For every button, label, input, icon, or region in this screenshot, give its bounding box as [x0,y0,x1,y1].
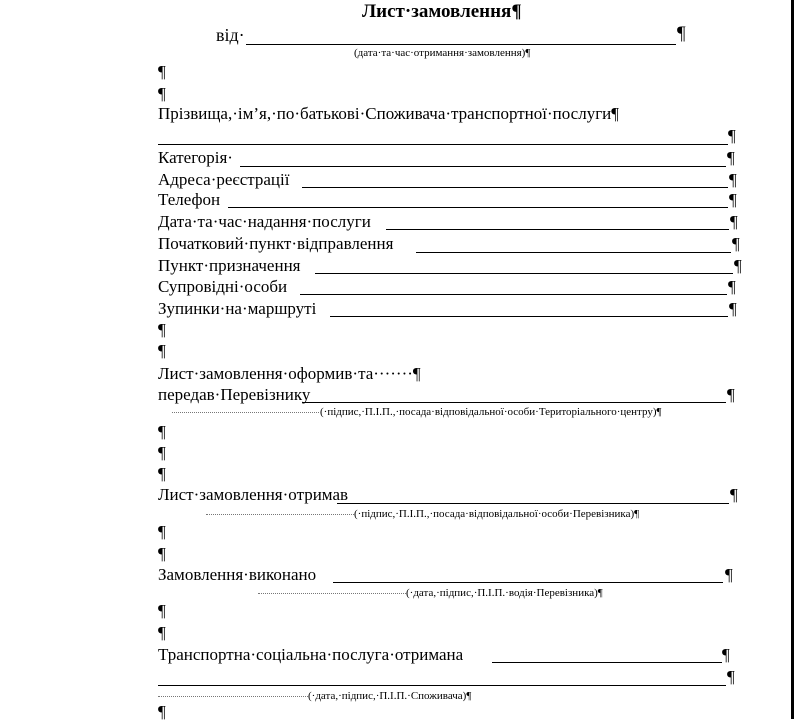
pilcrow: ¶ [725,565,733,584]
field-departure-label: Початковий·пункт·відправлення [158,234,394,253]
field-stops-label: Зупинки·на·маршруті [158,299,317,318]
empty-paragraph: ¶ [158,464,166,483]
from-date-field[interactable] [246,44,676,45]
pilcrow: ¶ [727,667,735,686]
empty-paragraph: ¶ [158,544,166,563]
pilcrow: ¶ [730,212,738,231]
pilcrow: ¶ [722,645,730,664]
completed-label: Замовлення·виконано [158,565,317,584]
service-received-signature-field[interactable] [492,662,722,663]
empty-paragraph: ¶ [158,341,166,360]
pilcrow: ¶ [677,23,686,44]
empty-paragraph: ¶ [158,84,166,103]
empty-paragraph: ¶ [158,422,166,441]
received-caption: (·підпис,·П.І.П.,·посада·відповідальної·особи·Перевізника)¶ [354,508,640,520]
field-service-datetime-input[interactable] [386,229,729,230]
received-signature-field[interactable] [337,503,729,504]
issued-caption: (·підпис,·П.І.П.,·посада·відповідальної·особи·Територіального·центру)¶ [320,406,662,418]
field-category-label: Категорія· [158,148,233,167]
field-phone-label: Телефон [158,190,221,209]
pilcrow: ¶ [727,385,735,404]
pilcrow: ¶ [734,256,742,275]
field-service-datetime-label: Дата·та·час·надання·послуги [158,212,371,231]
issued-signature-field[interactable] [302,402,726,403]
field-address-input[interactable] [302,187,728,188]
pilcrow: ¶ [732,234,740,253]
from-date-caption: (дата·та·час·отримання·замовлення)¶ [354,47,531,59]
completed-caption: (·дата,·підпис,·П.І.П.·водія·Перевізника)¶ [406,587,603,599]
empty-paragraph: ¶ [158,62,166,81]
from-label: від· [216,25,245,45]
field-phone-input[interactable] [228,207,728,208]
completed-signature-field[interactable] [333,582,723,583]
field-companions-input[interactable] [300,294,727,295]
consumer-name-field[interactable] [158,144,728,145]
field-category-input[interactable] [240,166,726,167]
service-received-label: Транспортна·соціальна·послуга·отримана [158,645,464,664]
field-destination-input[interactable] [315,273,733,274]
document-title: Лист·замовлення¶ [362,1,522,22]
empty-paragraph: ¶ [158,601,166,620]
pilcrow: ¶ [729,170,737,189]
dotted-leader [172,412,319,413]
field-stops-input[interactable] [330,316,728,317]
empty-paragraph: ¶ [158,320,166,339]
field-address-label: Адреса·реєстрації [158,170,290,189]
pilcrow: ¶ [727,148,735,167]
consumer-name-label: Прізвища,·ім’я,·по·батькові·Споживача·транспортної·послуги¶ [158,104,619,123]
empty-paragraph: ¶ [158,443,166,462]
empty-paragraph: ¶ [158,623,166,642]
service-received-extra-field[interactable] [158,685,726,686]
pilcrow: ¶ [729,190,737,209]
field-destination-label: Пункт·призначення [158,256,301,275]
empty-paragraph: ¶ [158,522,166,541]
received-label: Лист·замовлення·отримав [158,485,349,504]
pilcrow: ¶ [728,277,736,296]
service-received-caption: (·дата,·підпис,·П.І.П.·Споживача)¶ [308,690,472,702]
field-companions-label: Супровідні·особи [158,277,288,296]
empty-paragraph: ¶ [158,702,166,721]
dotted-leader [258,593,406,594]
dotted-leader [206,514,354,515]
issued-label-line2: передав·Перевізнику [158,385,311,404]
pilcrow: ¶ [729,299,737,318]
issued-label-line1: Лист·замовлення·оформив·та·······¶ [158,364,421,383]
dotted-leader [158,696,308,697]
field-departure-input[interactable] [416,252,731,253]
pilcrow: ¶ [728,126,736,145]
pilcrow: ¶ [730,485,738,504]
